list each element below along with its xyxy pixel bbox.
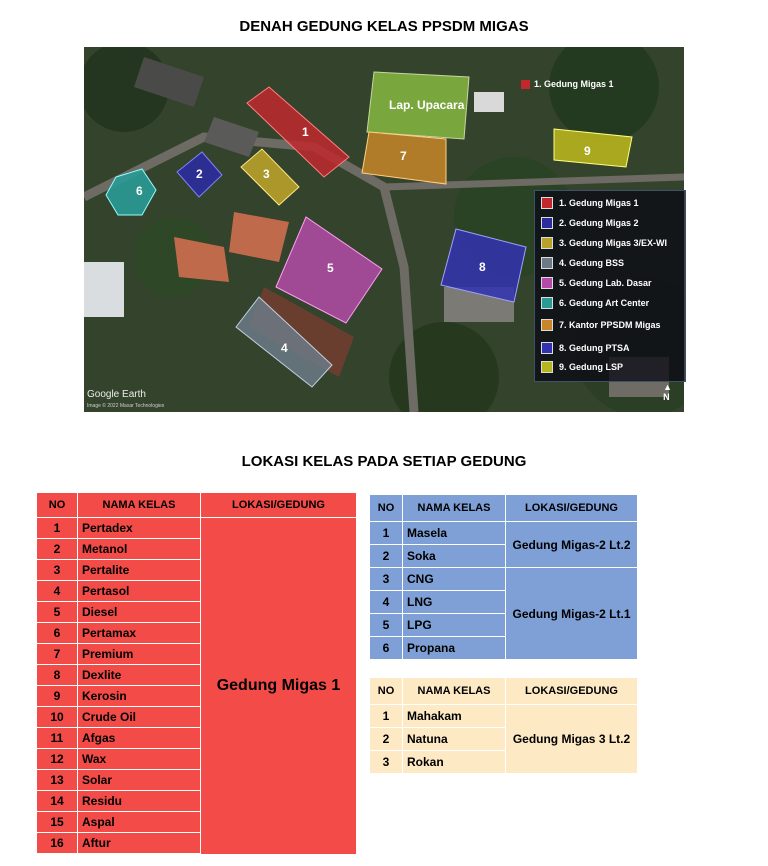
legend-label: 9. Gedung LSP <box>559 362 624 372</box>
row-no: 2 <box>370 545 403 568</box>
building-number: 1 <box>302 125 309 139</box>
col-no: NO <box>370 495 403 522</box>
legend-label: 1. Gedung Migas 1 <box>559 198 639 208</box>
col-nama-kelas: NAMA KELAS <box>78 493 201 518</box>
row-no: 12 <box>37 749 78 770</box>
table-row <box>370 522 637 545</box>
row-name: Diesel <box>78 602 201 623</box>
col-lokasi: LOKASI/GEDUNG <box>506 678 638 705</box>
building-number: 4 <box>281 341 288 355</box>
legend-swatch <box>541 319 553 331</box>
legend-item <box>541 256 624 270</box>
legend-item <box>541 341 630 355</box>
row-no: 9 <box>37 686 78 707</box>
legend-item <box>541 276 652 290</box>
building-number: 2 <box>196 167 203 181</box>
table-row <box>370 568 637 591</box>
row-name: Solar <box>78 770 201 791</box>
row-name: Residu <box>78 791 201 812</box>
row-no: 4 <box>370 591 403 614</box>
row-no: 6 <box>37 623 78 644</box>
top-legend-swatch <box>521 80 530 89</box>
row-no: 2 <box>37 539 78 560</box>
row-no: 1 <box>370 522 403 545</box>
building-number: 5 <box>327 261 334 275</box>
legend-item <box>541 236 667 250</box>
legend-swatch <box>541 217 553 229</box>
roof <box>84 262 124 317</box>
map-title: DENAH GEDUNG KELAS PPSDM MIGAS <box>239 18 529 35</box>
legend-swatch <box>541 342 553 354</box>
legend-item <box>541 296 649 310</box>
imagery-copyright: Image © 2022 Maxar Technologies <box>87 403 165 409</box>
legend-swatch <box>541 361 553 373</box>
legend-label: 3. Gedung Migas 3/EX-WI <box>559 238 668 248</box>
row-location: Gedung Migas 1 <box>216 676 341 694</box>
legend-item <box>541 216 639 230</box>
legend-swatch <box>541 257 553 269</box>
gedung-migas-1-table <box>37 493 356 854</box>
legend-item <box>541 196 639 210</box>
legend-label: 6. Gedung Art Center <box>559 298 650 308</box>
row-name: Metanol <box>78 539 201 560</box>
row-no: 3 <box>370 568 403 591</box>
legend-swatch <box>541 277 553 289</box>
table-header <box>37 493 356 518</box>
legend-label: 8. Gedung PTSA <box>559 343 630 353</box>
top-legend-label: 1. Gedung Migas 1 <box>534 79 614 89</box>
row-no: 15 <box>37 812 78 833</box>
row-name: Propana <box>403 637 506 660</box>
legend-label: 5. Gedung Lab. Dasar <box>559 278 652 288</box>
table-header <box>370 678 637 705</box>
row-no: 14 <box>37 791 78 812</box>
row-name: CNG <box>403 568 506 591</box>
table-row <box>370 705 637 728</box>
row-name: Crude Oil <box>78 707 201 728</box>
row-no: 1 <box>37 518 78 539</box>
table-header <box>370 495 637 522</box>
row-name: Wax <box>78 749 201 770</box>
row-no: 6 <box>370 637 403 660</box>
col-nama-kelas: NAMA KELAS <box>403 495 506 522</box>
row-name: LPG <box>403 614 506 637</box>
google-earth-watermark: Google Earth <box>87 389 146 400</box>
row-no: 2 <box>370 728 403 751</box>
col-lokasi: LOKASI/GEDUNG <box>201 493 357 518</box>
building-number: 6 <box>136 184 143 198</box>
row-name: Pertalite <box>78 560 201 581</box>
col-no: NO <box>370 678 403 705</box>
row-name: Masela <box>403 522 506 545</box>
row-no: 5 <box>37 602 78 623</box>
row-name: Aftur <box>78 833 201 854</box>
legend-swatch <box>541 237 553 249</box>
row-location: Gedung Migas-2 Lt.2 <box>506 522 638 568</box>
row-no: 3 <box>37 560 78 581</box>
col-nama-kelas: NAMA KELAS <box>403 678 506 705</box>
row-no: 3 <box>370 751 403 774</box>
row-name: Kerosin <box>78 686 201 707</box>
row-location: Gedung Migas-2 Lt.1 <box>506 568 638 660</box>
row-location: Gedung Migas 3 Lt.2 <box>506 705 638 774</box>
row-no: 13 <box>37 770 78 791</box>
legend-label: 7. Kantor PPSDM Migas <box>559 320 661 330</box>
row-name: Mahakam <box>403 705 506 728</box>
row-no: 16 <box>37 833 78 854</box>
row-no: 7 <box>37 644 78 665</box>
row-name: LNG <box>403 591 506 614</box>
row-no: 10 <box>37 707 78 728</box>
row-name: Aspal <box>78 812 201 833</box>
row-name: Rokan <box>403 751 506 774</box>
row-no: 5 <box>370 614 403 637</box>
map-legend <box>534 190 686 382</box>
building-number: 7 <box>400 149 407 163</box>
row-name: Pertadex <box>78 518 201 539</box>
row-no: 11 <box>37 728 78 749</box>
col-lokasi: LOKASI/GEDUNG <box>506 495 638 522</box>
col-no: NO <box>37 493 78 518</box>
legend-swatch <box>541 297 553 309</box>
row-name: Afgas <box>78 728 201 749</box>
row-no: 4 <box>37 581 78 602</box>
north-label: N <box>663 392 670 402</box>
field-label: Lap. Upacara <box>389 98 465 112</box>
row-name: Dexlite <box>78 665 201 686</box>
row-name: Premium <box>78 644 201 665</box>
building-number: 9 <box>584 144 591 158</box>
building-number: 8 <box>479 260 486 274</box>
row-name: Natuna <box>403 728 506 751</box>
building-number: 3 <box>263 167 270 181</box>
roof <box>474 92 504 112</box>
gedung-migas-3-table <box>370 678 637 774</box>
table-row <box>37 518 356 539</box>
row-name: Pertasol <box>78 581 201 602</box>
row-no: 1 <box>370 705 403 728</box>
legend-label: 2. Gedung Migas 2 <box>559 218 639 228</box>
north-arrow-icon: ▲ N <box>663 382 672 402</box>
legend-item <box>541 360 623 374</box>
row-name: Pertamax <box>78 623 201 644</box>
row-no: 8 <box>37 665 78 686</box>
table-section-title: LOKASI KELAS PADA SETIAP GEDUNG <box>241 453 527 470</box>
gedung-migas-2-table <box>370 495 637 660</box>
legend-swatch <box>541 197 553 209</box>
row-name: Soka <box>403 545 506 568</box>
legend-label: 4. Gedung BSS <box>559 258 625 268</box>
legend-item <box>541 318 661 332</box>
